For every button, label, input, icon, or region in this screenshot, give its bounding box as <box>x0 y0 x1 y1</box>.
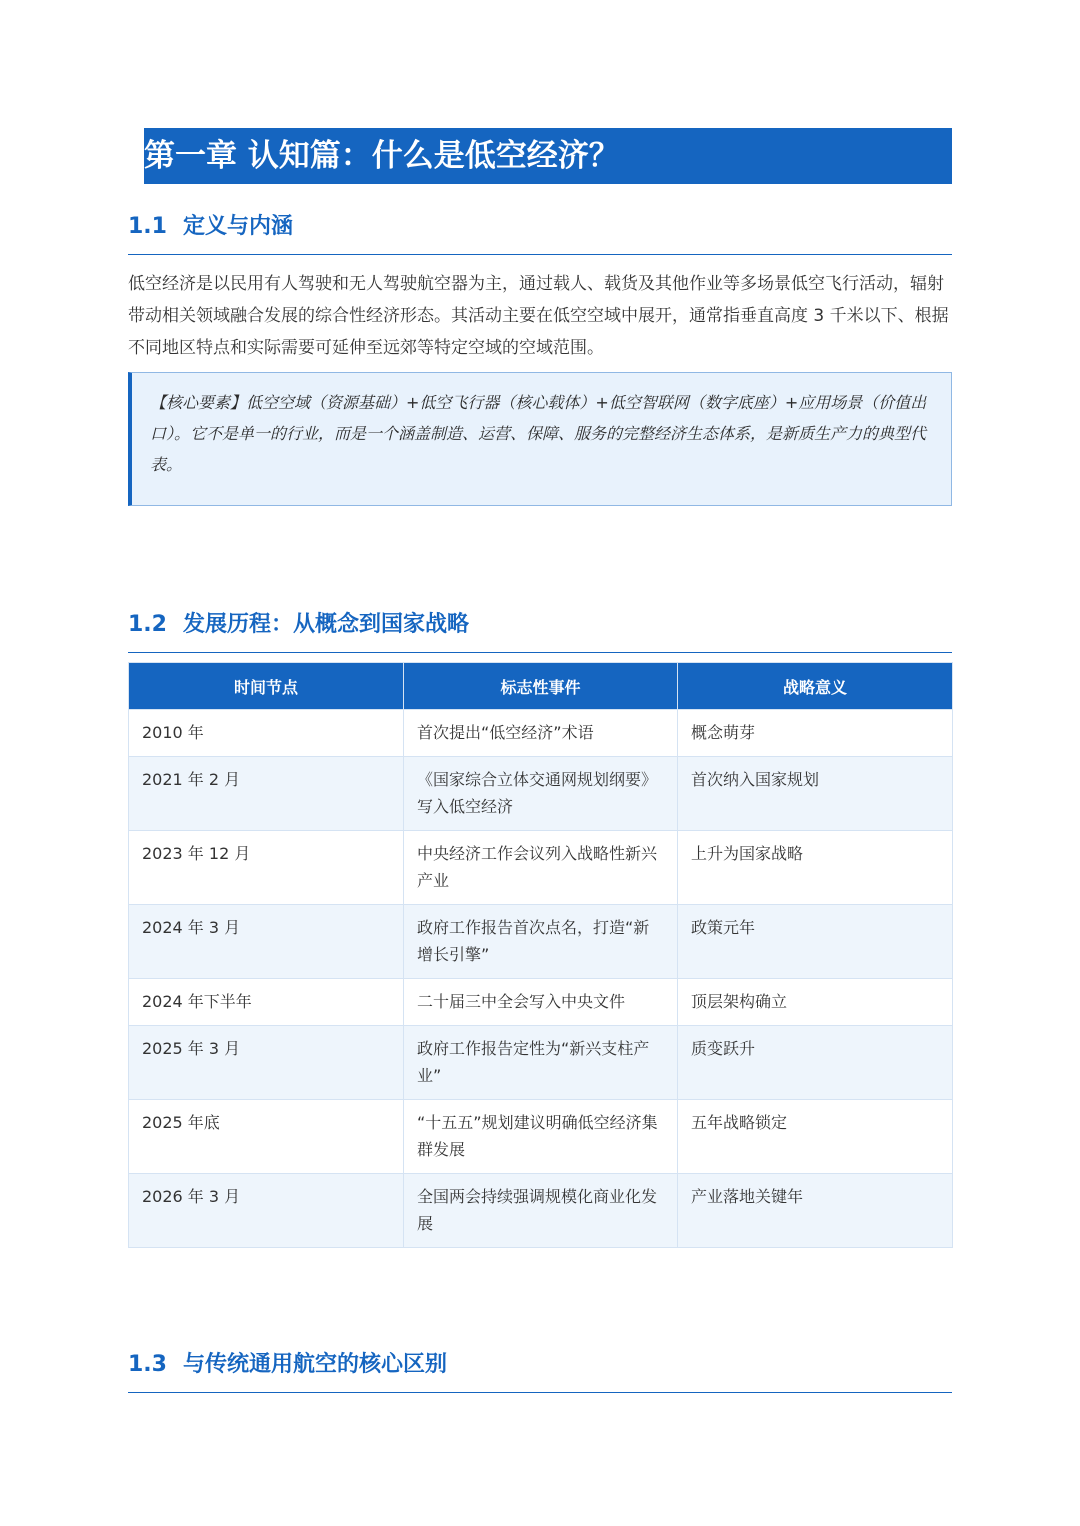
cell-time: 2025 年底 <box>129 1100 404 1174</box>
column-header-significance: 战略意义 <box>678 663 953 710</box>
cell-event: “十五五”规划建议明确低空经济集群发展 <box>404 1100 678 1174</box>
cell-event: 首次提出“低空经济”术语 <box>404 710 678 757</box>
table-header-row <box>129 663 953 710</box>
callout-text: 【核心要素】低空空域（资源基础）+低空飞行器（核心载体）+低空智联网（数字底座）+应用场景（价值出口）。它不是单一的行业，而是一个涵盖制造、运营、保障、服务的完整经济生态体系，是新质生产力的典型代表。 <box>150 393 927 474</box>
core-elements-callout <box>128 372 952 506</box>
table-row <box>129 979 953 1026</box>
cell-significance: 首次纳入国家规划 <box>678 757 953 831</box>
chapter-title: 第一章 认知篇：什么是低空经济？ <box>144 138 620 174</box>
cell-event: 中央经济工作会议列入战略性新兴产业 <box>404 831 678 905</box>
cell-event: 政府工作报告首次点名，打造“新增长引擎” <box>404 905 678 979</box>
cell-time: 2023 年 12 月 <box>129 831 404 905</box>
section-title: 发展历程：从概念到国家战略 <box>182 612 469 637</box>
cell-significance: 五年战略锁定 <box>678 1100 953 1174</box>
column-header-event: 标志性事件 <box>404 663 678 710</box>
cell-event: 全国两会持续强调规模化商业化发展 <box>404 1174 678 1248</box>
section-number: 1.2 <box>128 612 167 637</box>
section-heading-1-1 <box>128 212 952 255</box>
cell-significance: 上升为国家战略 <box>678 831 953 905</box>
cell-event: 《国家综合立体交通网规划纲要》写入低空经济 <box>404 757 678 831</box>
section-number: 1.3 <box>128 1352 167 1377</box>
cell-significance: 产业落地关键年 <box>678 1174 953 1248</box>
cell-time: 2021 年 2 月 <box>129 757 404 831</box>
table-row <box>129 757 953 831</box>
table-row <box>129 905 953 979</box>
chapter-banner <box>144 128 952 184</box>
table-row <box>129 710 953 757</box>
table-row <box>129 1100 953 1174</box>
cell-time: 2024 年 3 月 <box>129 905 404 979</box>
section-heading-1-3 <box>128 1350 952 1393</box>
section-number: 1.1 <box>128 214 167 239</box>
cell-event: 政府工作报告定性为“新兴支柱产业” <box>404 1026 678 1100</box>
cell-time: 2025 年 3 月 <box>129 1026 404 1100</box>
table-row <box>129 831 953 905</box>
cell-time: 2024 年下半年 <box>129 979 404 1026</box>
cell-significance: 概念萌芽 <box>678 710 953 757</box>
column-header-time: 时间节点 <box>129 663 404 710</box>
section-title: 与传统通用航空的核心区别 <box>182 1352 447 1377</box>
section-heading-1-2 <box>128 610 952 653</box>
definition-paragraph: 低空经济是以民用有人驾驶和无人驾驶航空器为主，通过载人、载货及其他作业等多场景低空飞行活动，辐射带动相关领域融合发展的综合性经济形态。其活动主要在低空空域中展开，通常指垂直高度 3 千米以下、根据不同地区特点和实际需要可延伸至远郊等特定空域的空域范围。 <box>128 274 949 358</box>
cell-event: 二十届三中全会写入中央文件 <box>404 979 678 1026</box>
timeline-table <box>128 662 953 1248</box>
cell-significance: 质变跃升 <box>678 1026 953 1100</box>
section-title: 定义与内涵 <box>182 214 293 239</box>
table-row <box>129 1174 953 1248</box>
cell-time: 2010 年 <box>129 710 404 757</box>
table-row <box>129 1026 953 1100</box>
cell-significance: 政策元年 <box>678 905 953 979</box>
cell-significance: 顶层架构确立 <box>678 979 953 1026</box>
cell-time: 2026 年 3 月 <box>129 1174 404 1248</box>
